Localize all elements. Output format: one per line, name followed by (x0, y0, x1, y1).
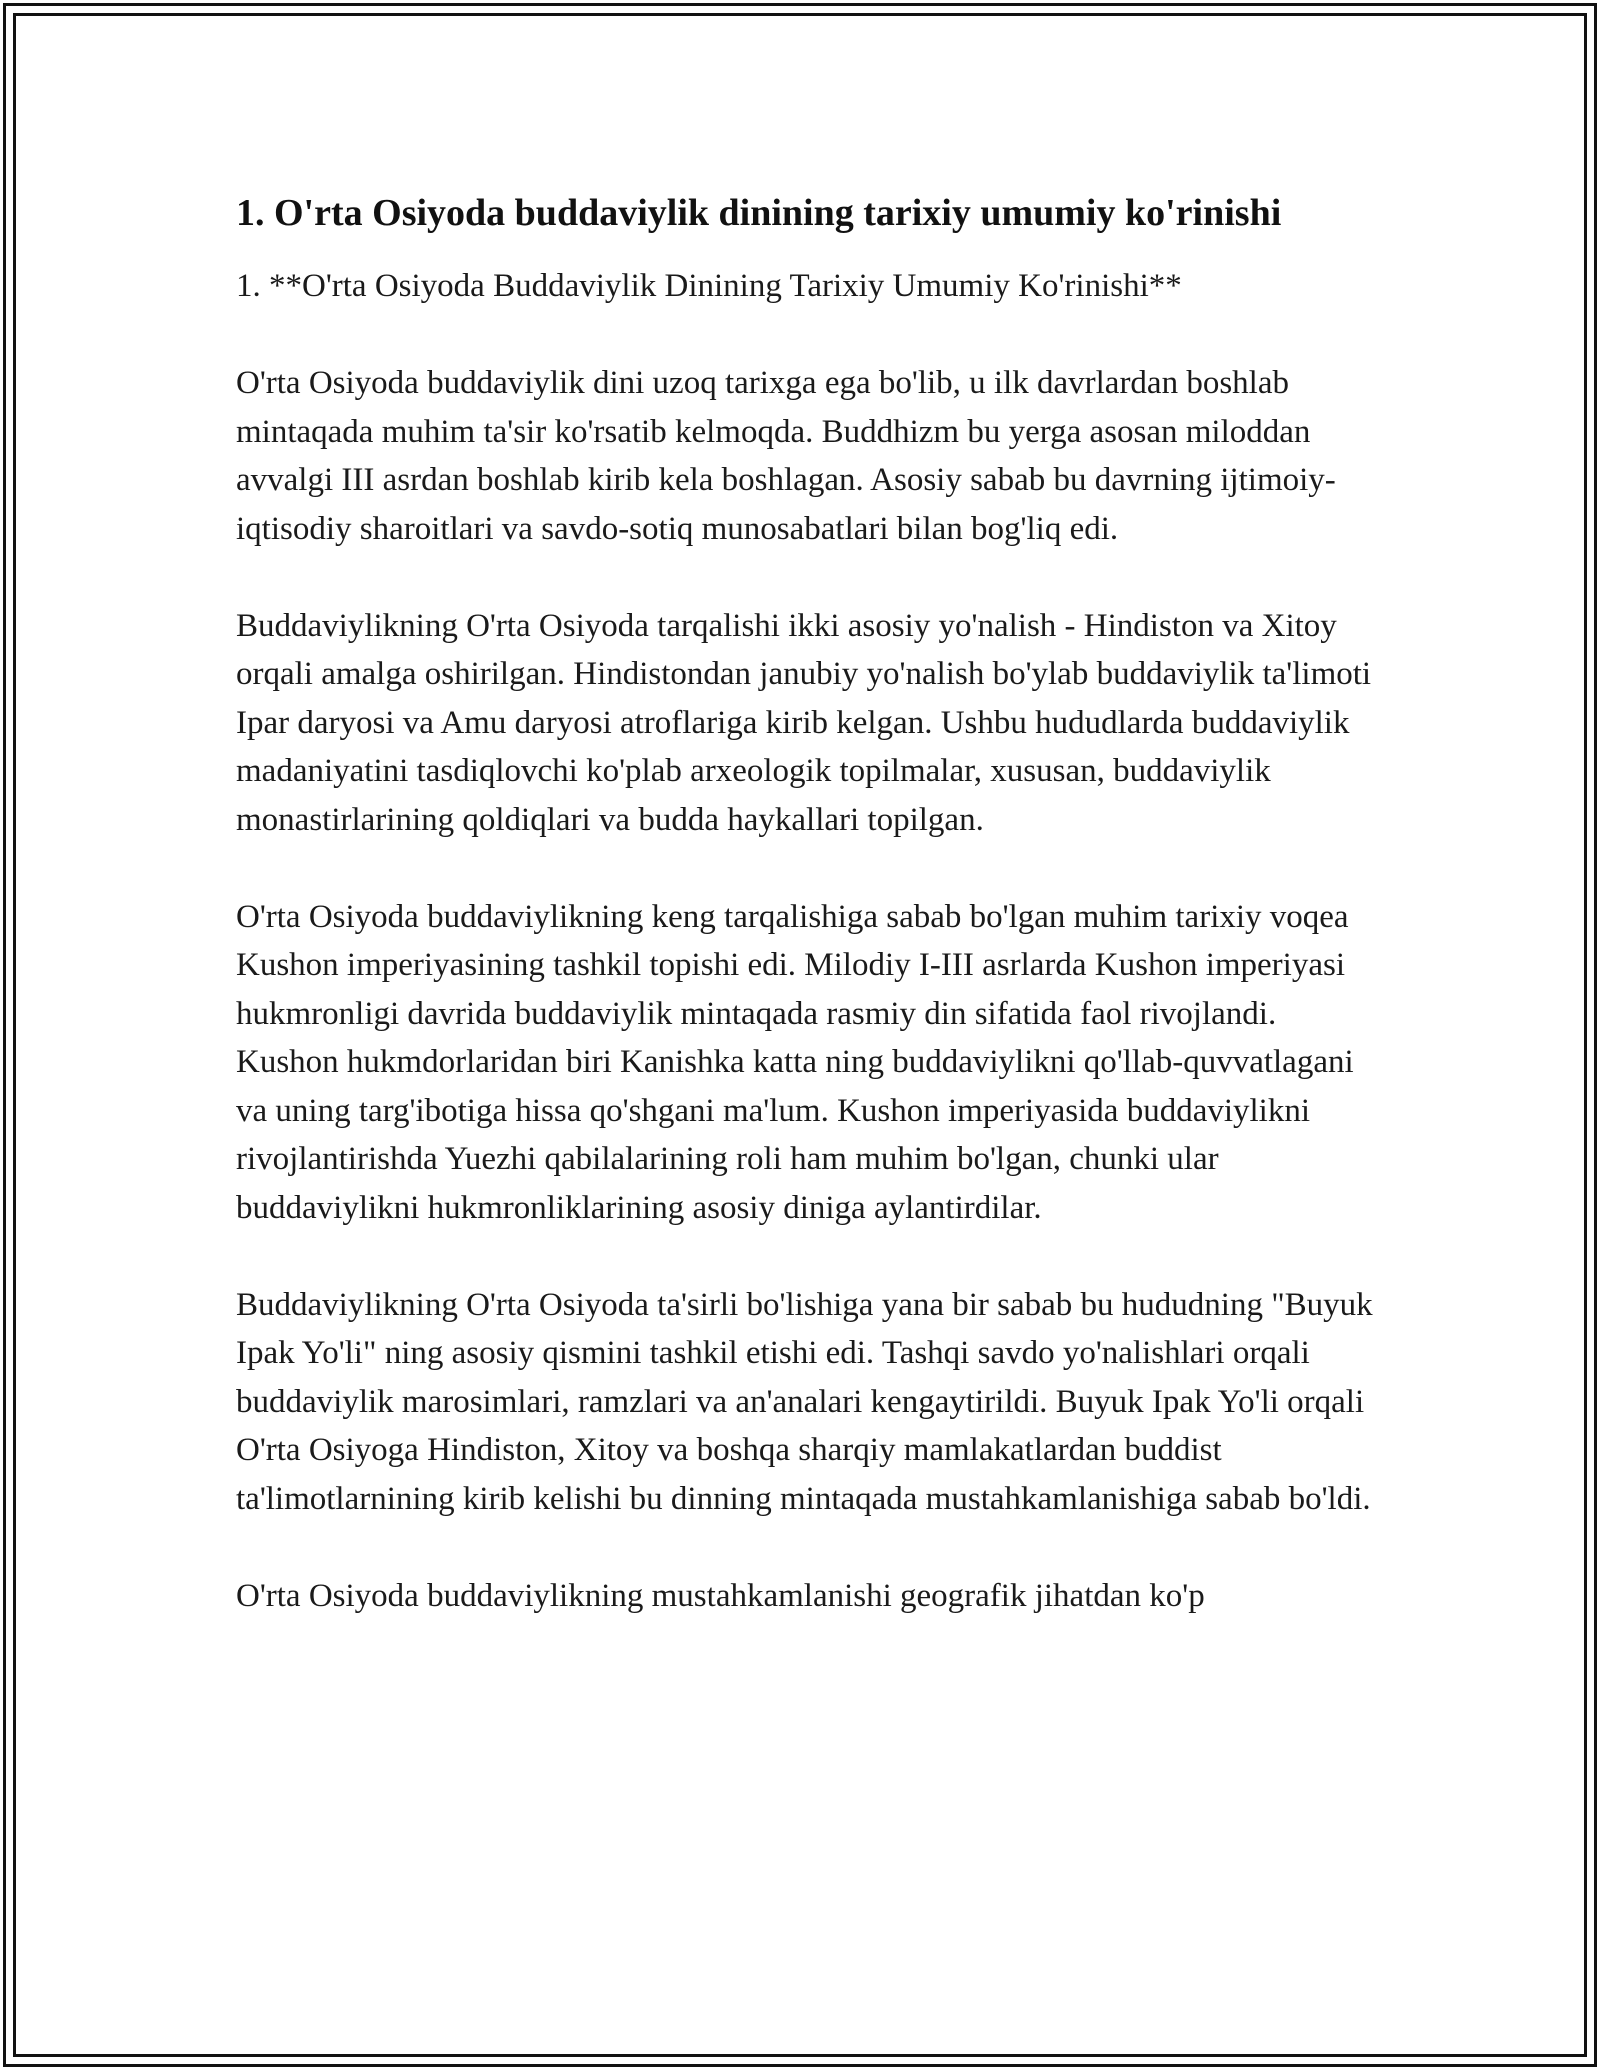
document-body (236, 186, 1386, 1669)
paragraph: O'rta Osiyoda buddaviylik dini uzoq tarixga ega bo'lib, u ilk davrlardan boshlab mintaqada muhim ta'sir ko'rsatib kelmoqda. Buddhizm bu yerga asosan miloddan avvalgi III asrdan boshlab kirib kela boshlagan. Asosiy sabab bu davrning ijtimoiy-iqtisodiy sharoitlari va savdo-sotiq munosabatlari bilan bog'liq edi. (236, 365, 1336, 547)
paragraph: Buddaviylikning O'rta Osiyoda ta'sirli bo'lishiga yana bir sabab bu hududning "Buyuk Ipak Yo'li" ning asosiy qismini tashkil etishi edi. Tashqi savdo yo'nalishlari orqali buddaviylik marosimlari, ramzlari va an'analari kengaytirildi. Buyuk Ipak Yo'li orqali O'rta Osiyoga Hindiston, Xitoy va boshqa sharqiy mamlakatlardan buddist ta'limotlarnining kirib kelishi bu dinning mintaqada mustahkamlanishiga sabab bo'ldi. (236, 1286, 1373, 1517)
paragraph: O'rta Osiyoda buddaviylikning mustahkamlanishi geografik jihatdan ko'p (236, 1577, 1205, 1614)
paragraph: Buddaviylikning O'rta Osiyoda tarqalishi ikki asosiy yo'nalish - Hindiston va Xitoy orqali amalga oshirilgan. Hindistondan janubiy yo'nalish bo'ylab buddaviylik ta'limoti Ipar daryosi va Amu daryosi atroflariga kirib kelgan. Ushbu hududlarda buddaviylik madaniyatini tasdiqlovchi ko'plab arxeologik topilmalar, xususan, buddaviylik monastirlarining qoldiqlari va budda haykallari topilgan. (236, 607, 1372, 838)
paragraph-subheading: 1. **O'rta Osiyoda Buddaviylik Dinining Tarixiy Umumiy Ko'rinishi** (236, 268, 1182, 304)
document-title: 1. O'rta Osiyoda buddaviylik dinining tarixiy umumiy ko'rinishi (236, 192, 1282, 234)
paragraph: O'rta Osiyoda buddaviylikning keng tarqalishiga sabab bo'lgan muhim tarixiy voqea Kushon imperiyasining tashkil topishi edi. Milodiy I-III asrlarda Kushon imperiyasi hukmronligi davrida buddaviylik mintaqada rasmiy din sifatida faol rivojlandi. Kushon hukmdorlaridan biri Kanishka katta ning buddaviylikni qo'llab-quvvatlagani va uning targ'ibotiga hissa qo'shgani ma'lum. Kushon imperiyasida buddaviylikni rivojlantirishda Yuezhi qabilalarining roli ham muhim bo'lgan, chunki ular buddaviylikni hukmronliklarining asosiy diniga aylantirdilar. (236, 898, 1354, 1226)
